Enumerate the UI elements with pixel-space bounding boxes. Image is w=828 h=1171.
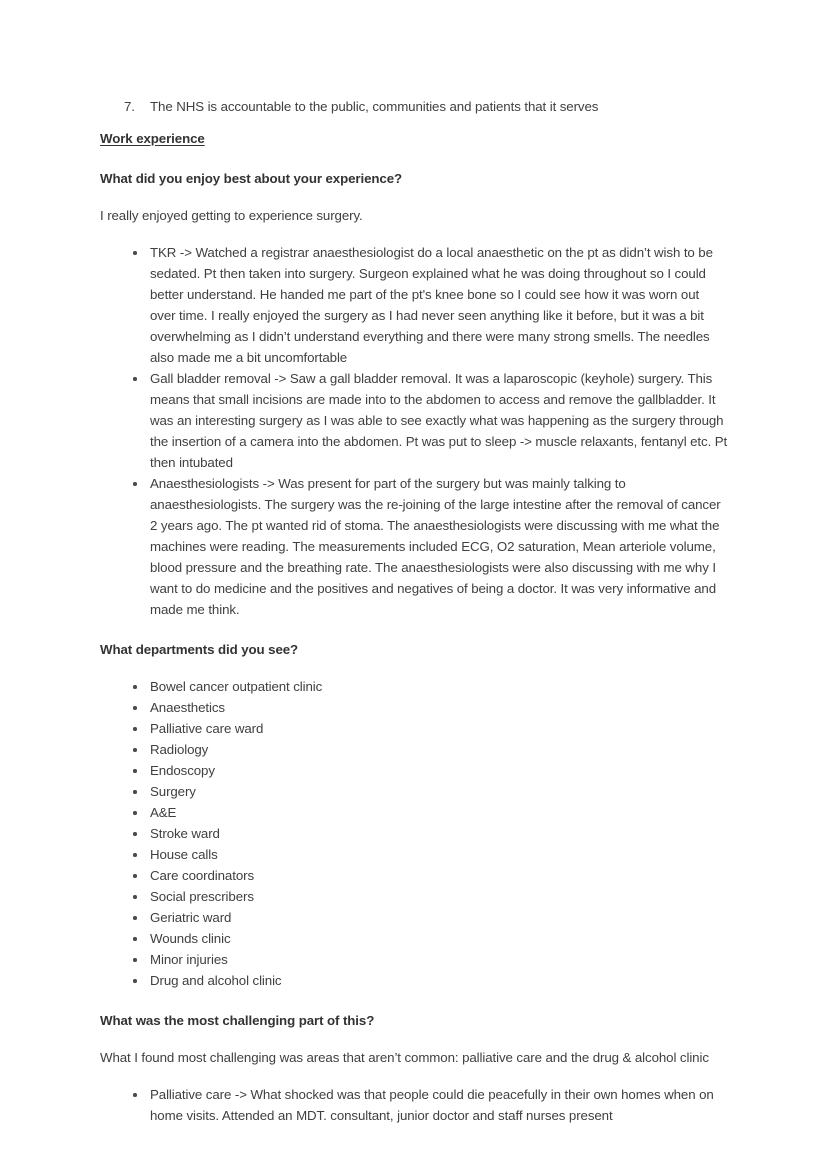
- question-heading-enjoy-best: What did you enjoy best about your experience?: [100, 171, 403, 186]
- spacer: [100, 226, 728, 242]
- list-item-text: The NHS is accountable to the public, communities and patients that it serves: [150, 99, 599, 114]
- list-item: Palliative care ward: [100, 718, 728, 739]
- list-item: Anaesthesiologists -> Was present for part of the surgery but was mainly talking to anaesthesiologists. The surgery was the re-joining of the large intestine after the removal of cancer 2 years ago. The pt wanted rid of stoma. The anaesthesiologists were discussing with me what the machines were reading. The measurements included ECG, O2 saturation, Mean arteriole volume, blood pressure and the breathing rate. The anaesthesiologists were also discussing with me why I want to do medicine and the positives and negatives of being a doctor. It was very informative and made me think.: [100, 473, 728, 620]
- list-item: Anaesthetics: [100, 697, 728, 718]
- question-heading-departments: What departments did you see?: [100, 642, 299, 657]
- bullet-list-most-challenging: [100, 1084, 728, 1126]
- spacer: [100, 1031, 728, 1047]
- list-item: Social prescribers: [100, 886, 728, 907]
- list-item: Stroke ward: [100, 823, 728, 844]
- list-item: Gall bladder removal -> Saw a gall bladder removal. It was a laparoscopic (keyhole) surgery. This means that small incisions are made into to the abdomen to access and remove the gallbladder. It was an interesting surgery as I was able to see exactly what was happening as the surgery through the insertion of a camera into the abdomen. Pt was put to sleep -> muscle relaxants, fentanyl etc. Pt then intubated: [100, 368, 728, 473]
- list-item: Care coordinators: [100, 865, 728, 886]
- answer-intro-enjoy-best: I really enjoyed getting to experience surgery.: [100, 208, 363, 223]
- list-item: House calls: [100, 844, 728, 865]
- spacer: [100, 1068, 728, 1084]
- list-item: A&E: [100, 802, 728, 823]
- list-item: Radiology: [100, 739, 728, 760]
- spacer: [100, 149, 728, 168]
- spacer: [100, 189, 728, 205]
- list-item: Wounds clinic: [100, 928, 728, 949]
- list-item: Surgery: [100, 781, 728, 802]
- bullet-list-enjoy-best: [100, 242, 728, 620]
- document-content: [100, 96, 728, 1126]
- numbered-list-item-7: [100, 96, 728, 117]
- section-heading-work-experience: [100, 128, 728, 149]
- list-item: TKR -> Watched a registrar anaesthesiologist do a local anaesthetic on the pt as didn’t wish to be sedated. Pt then taken into surgery. Surgeon explained what he was doing throughout so I could better understand. He handed me part of the pt's knee bone so I could see how it was worn out over time. I really enjoyed the surgery as I had never seen anything like it before, but it was a bit overwhelming as I didn’t understand everything and there were many strong smells. The needles also made me a bit uncomfortable: [100, 242, 728, 368]
- list-item: Bowel cancer outpatient clinic: [100, 676, 728, 697]
- bullet-list-departments: [100, 676, 728, 991]
- list-item: Drug and alcohol clinic: [100, 970, 728, 991]
- list-item: Endoscopy: [100, 760, 728, 781]
- spacer: [100, 660, 728, 676]
- section-heading-text: Work experience: [100, 131, 205, 146]
- list-item: Geriatric ward: [100, 907, 728, 928]
- spacer: [100, 620, 728, 639]
- list-item: Palliative care -> What shocked was that people could die peacefully in their own homes when on home visits. Attended an MDT. consultant, junior doctor and staff nurses present: [100, 1084, 728, 1126]
- list-number: 7.: [124, 99, 135, 114]
- list-item: Minor injuries: [100, 949, 728, 970]
- answer-intro-most-challenging: What I found most challenging was areas that aren’t common: palliative care and the drug & alcohol clinic: [100, 1050, 709, 1065]
- question-heading-most-challenging: What was the most challenging part of this?: [100, 1013, 375, 1028]
- spacer: [100, 117, 728, 128]
- spacer: [100, 991, 728, 1010]
